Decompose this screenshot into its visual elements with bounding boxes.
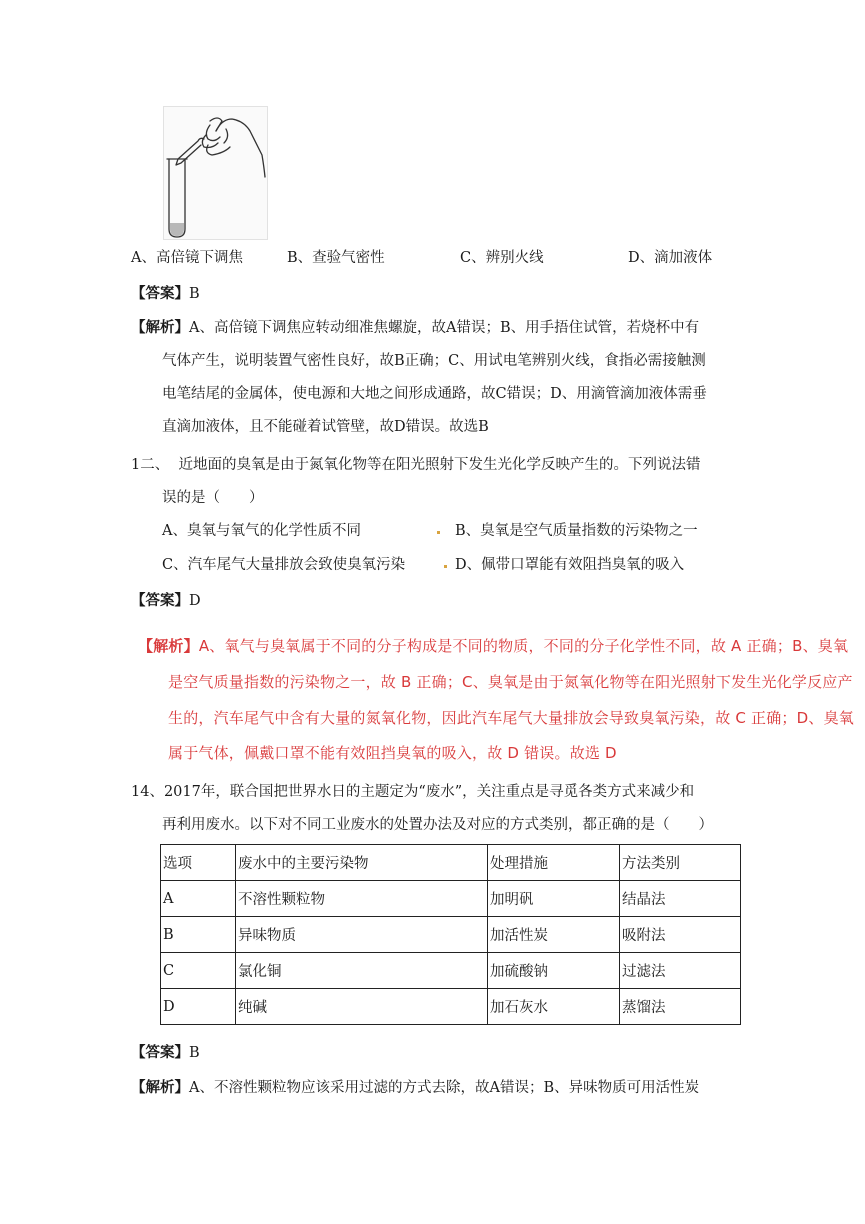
analysis-line: 电笔结尾的金属体，使电源和大地之间形成通路，故C错误；D、用滴管滴加液体需垂	[162, 386, 707, 402]
table-header-cell: 选项	[161, 845, 236, 881]
analysis-text: A、氧气与臭氧属于不同的分子构成是不同的物质，不同的分子化学性不同，故 A 正确；B、臭氧	[198, 637, 849, 655]
analysis-line-red: 是空气质量指数的污染物之一，故 B 正确；C、臭氧是由于氮氧化物等在阳光照射下发生光化学反应产	[168, 673, 853, 691]
table-cell: 加硫酸钠	[488, 953, 620, 989]
table-row	[161, 881, 741, 917]
marker-dot	[437, 531, 440, 534]
answer-line-1	[131, 284, 200, 304]
answer-tag: 【答案】	[131, 285, 189, 302]
question-text: 再利用废水。以下对不同工业废水的处置办法及对应的方式类别，都正确的是（ ）	[162, 817, 713, 833]
option-a: A、臭氧与氧气的化学性质不同	[162, 523, 361, 539]
answer-line-14	[131, 1043, 200, 1063]
option-b: B、查验气密性	[287, 250, 385, 266]
dropper-test-tube-figure	[163, 106, 268, 240]
option-c: C、辨别火线	[460, 250, 544, 266]
table-cell: 加石灰水	[488, 989, 620, 1025]
option-a: A、高倍镜下调焦	[131, 250, 243, 266]
table-cell: D	[161, 989, 236, 1025]
table-cell: 纯碱	[236, 989, 488, 1025]
option-d: D、滴加液体	[628, 250, 713, 266]
analysis-line-red: 属于气体，佩戴口罩不能有效阻挡臭氧的吸入，故 D 错误。故选 D	[168, 744, 617, 762]
table-cell: 结晶法	[620, 881, 741, 917]
table-cell: 吸附法	[620, 917, 741, 953]
option-d: D、佩带口罩能有效阻挡臭氧的吸入	[455, 557, 685, 573]
table-header-cell: 处理措施	[488, 845, 620, 881]
option-c: C、汽车尾气大量排放会致使臭氧污染	[162, 557, 406, 573]
answer-value: B	[189, 286, 200, 302]
analysis-line-red: 生的，汽车尾气中含有大量的氮氧化物，因此汽车尾气大量排放会导致臭氧污染，故 C 正确；D、臭氧	[168, 709, 854, 727]
table-cell: A	[161, 881, 236, 917]
analysis-line	[131, 318, 699, 338]
table-cell: 加活性炭	[488, 917, 620, 953]
dropper-illustration	[164, 107, 267, 239]
table-cell: 蒸馏法	[620, 989, 741, 1025]
analysis-line: 直滴加液体，且不能碰着试管壁，故D错误。故选B	[162, 419, 489, 435]
table-row	[161, 917, 741, 953]
answer-value: B	[189, 1045, 200, 1061]
analysis-tag: 【解析】	[131, 1079, 189, 1096]
question-text: 误的是（ ）	[162, 490, 264, 506]
table-header-cell: 方法类别	[620, 845, 741, 881]
analysis-line: 气体产生，说明装置气密性良好，故B正确；C、用试电笔辨别火线，食指必需接触测	[162, 353, 706, 369]
table-cell: 异味物质	[236, 917, 488, 953]
question-text: 近地面的臭氧是由于氮氧化物等在阳光照射下发生光化学反映产生的。下列说法错	[178, 457, 701, 473]
table-header-cell: 废水中的主要污染物	[236, 845, 488, 881]
table-cell: C	[161, 953, 236, 989]
option-b: B、臭氧是空气质量指数的污染物之一	[455, 523, 698, 539]
analysis-text: A、高倍镜下调焦应转动细准焦螺旋，故A错误；B、用手捂住试管，若烧杯中有	[189, 320, 700, 336]
answer-line-12	[131, 591, 201, 611]
analysis-line	[131, 1078, 699, 1098]
answer-value: D	[189, 593, 201, 609]
marker-dot	[444, 565, 447, 568]
analysis-tag: 【解析】	[131, 319, 189, 336]
question-number: 1二、	[131, 457, 170, 473]
question-14-stem: 14、2017年，联合国把世界水日的主题定为“废水”，关注重点是寻觅各类方式来减少和	[131, 784, 695, 800]
table-header-row	[161, 845, 741, 881]
table-cell: 氯化铜	[236, 953, 488, 989]
wastewater-table	[160, 844, 741, 1025]
analysis-line-red	[138, 636, 848, 656]
analysis-tag: 【解析】	[138, 637, 199, 655]
table-cell: 不溶性颗粒物	[236, 881, 488, 917]
answer-tag: 【答案】	[131, 592, 189, 609]
answer-tag: 【答案】	[131, 1044, 189, 1061]
table-row	[161, 989, 741, 1025]
table-cell: 过滤法	[620, 953, 741, 989]
table-row	[161, 953, 741, 989]
table-cell: 加明矾	[488, 881, 620, 917]
table-cell: B	[161, 917, 236, 953]
question-12-stem	[131, 455, 700, 475]
analysis-text: A、不溶性颗粒物应该采用过滤的方式去除，故A错误；B、异味物质可用活性炭	[189, 1080, 700, 1096]
